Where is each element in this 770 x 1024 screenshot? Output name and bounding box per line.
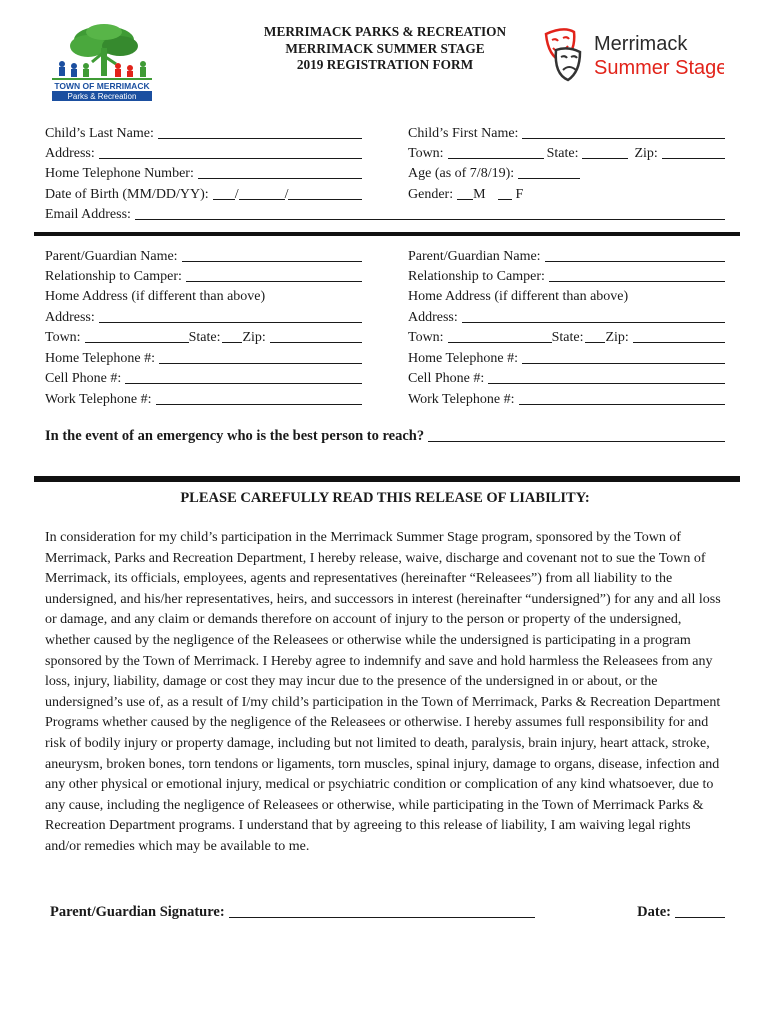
emergency-contact-line[interactable]: [428, 428, 725, 442]
child-age-line[interactable]: [518, 165, 580, 179]
summer-stage-logo: [542, 26, 724, 82]
guardian2-home-address-note: [408, 289, 725, 305]
guardian-cell-phone-line[interactable]: [125, 370, 362, 384]
guardian1-address-field[interactable]: [45, 309, 362, 326]
guardian1-cell-phone-field[interactable]: [45, 370, 362, 387]
guardian2-home-phone-field[interactable]: [408, 350, 725, 367]
home-address-note: Home Address (if different than above): [45, 289, 266, 304]
guardian-work-phone-line[interactable]: [156, 391, 363, 405]
child-email-field[interactable]: [45, 206, 725, 223]
header-line-2: MERRIMACK SUMMER STAGE: [285, 40, 485, 56]
guardian-zip-line[interactable]: [633, 329, 725, 343]
signature-line[interactable]: [229, 904, 535, 918]
guardian2-relationship-field[interactable]: [408, 268, 725, 285]
signature-row[interactable]: [50, 904, 725, 921]
guardian-home-phone-label: Home Telephone #:: [45, 351, 155, 366]
guardian1-home-address-note: [45, 289, 362, 305]
child-zip-line[interactable]: [662, 145, 725, 159]
guardian-zip-label: Zip:: [242, 330, 266, 345]
child-home-phone-field[interactable]: [45, 165, 362, 182]
child-state-label: State:: [546, 146, 579, 161]
child-address-line[interactable]: [99, 145, 362, 159]
child-dob-field[interactable]: [45, 186, 362, 203]
child-gender-field[interactable]: [408, 186, 725, 203]
emergency-contact-field[interactable]: [45, 428, 725, 445]
child-dob-label: Date of Birth (MM/DD/YY):: [45, 187, 209, 202]
child-first-name-label: Child’s First Name:: [408, 126, 519, 141]
guardian-state-label: State:: [551, 330, 584, 345]
logo-merrimack-text: Merrimack: [594, 33, 688, 55]
child-email-line[interactable]: [135, 206, 725, 220]
guardian-work-phone-label: Work Telephone #:: [45, 392, 152, 407]
guardian-address-line[interactable]: [462, 309, 725, 323]
guardian-name-label: Parent/Guardian Name:: [45, 249, 178, 264]
child-address-field[interactable]: [45, 145, 362, 162]
guardian-state-line[interactable]: [585, 329, 605, 343]
guardian-town-line[interactable]: [448, 329, 552, 343]
dob-separator: /: [234, 187, 239, 202]
gender-m-line[interactable]: [457, 186, 473, 200]
guardian-relationship-line[interactable]: [186, 268, 362, 282]
guardian-address-label: Address:: [45, 310, 95, 325]
child-home-phone-label: Home Telephone Number:: [45, 166, 194, 181]
guardian-town-label: Town:: [45, 330, 81, 345]
header-line-3: 2019 REGISTRATION FORM: [296, 57, 474, 72]
guardian1-town-state-zip[interactable]: [45, 329, 362, 346]
gender-m-label: M: [473, 187, 486, 202]
release-title: PLEASE CAREFULLY READ THIS RELEASE OF LIABILITY:: [180, 490, 590, 506]
guardian-name-line[interactable]: [545, 248, 725, 262]
guardian2-address-field[interactable]: [408, 309, 725, 326]
guardian-state-line[interactable]: [222, 329, 242, 343]
signature-label: Parent/Guardian Signature:: [50, 904, 225, 920]
child-first-name-field[interactable]: [408, 125, 725, 142]
logo-parks-text: Parks & Recreation: [67, 92, 137, 101]
guardian-state-label: State:: [188, 330, 221, 345]
emergency-contact-label: In the event of an emergency who is the best person to reach?: [45, 428, 425, 444]
guardian-relationship-line[interactable]: [549, 268, 725, 282]
guardian-relationship-label: Relationship to Camper:: [408, 269, 545, 284]
section-divider: [34, 476, 740, 482]
guardian1-home-phone-field[interactable]: [45, 350, 362, 367]
child-age-field[interactable]: [408, 165, 725, 182]
dob-separator: /: [284, 187, 289, 202]
gender-f-label: F: [515, 187, 524, 202]
guardian-zip-label: Zip:: [605, 330, 629, 345]
child-last-name-field[interactable]: [45, 125, 362, 142]
guardian-zip-line[interactable]: [270, 329, 362, 343]
child-town-state-zip[interactable]: [408, 145, 725, 162]
guardian-town-line[interactable]: [85, 329, 189, 343]
guardian-name-label: Parent/Guardian Name:: [408, 249, 541, 264]
guardian-cell-phone-line[interactable]: [488, 370, 725, 384]
child-dob-year-line[interactable]: [288, 186, 362, 200]
home-address-note: Home Address (if different than above): [408, 289, 629, 304]
child-address-label: Address:: [45, 146, 95, 161]
guardian2-town-state-zip[interactable]: [408, 329, 725, 346]
guardian-town-label: Town:: [408, 330, 444, 345]
logo-summer-stage-text: Summer Stage: [594, 57, 724, 79]
header-line-1: MERRIMACK PARKS & RECREATION: [263, 24, 507, 39]
logo-town-text: TOWN OF MERRIMACK: [54, 81, 150, 91]
child-town-label: Town:: [408, 146, 444, 161]
guardian-home-phone-line[interactable]: [522, 350, 725, 364]
guardian-name-line[interactable]: [182, 248, 362, 262]
guardian-home-phone-label: Home Telephone #:: [408, 351, 518, 366]
child-last-name-line[interactable]: [158, 125, 362, 139]
child-dob-month-line[interactable]: [213, 186, 235, 200]
release-body: In consideration for my child’s participation in the Merrimack Summer Stage program, sponsored by the Town of Merrimack, Parks and Recreation Department, I hereby release, waive, discharge and covenant not to sue the Town of Merrimack, its officials, employees, agents and representatives (hereinafter “Releasees”) from all liability to the undersigned, and his/her representatives, heirs, and successors in interest (hereinafter “undersigned”) for any and all loss or damage, and any claim or demands therefore on account of injury to the person or property of the undersigned, whether caused by the negligence of the Releasees or otherwise while the undersigned is participating in a program sponsored by the Town of Merrimack. I Hereby agree to indemnify and save and hold harmless the Releasees from any loss, injury, liability, damage or cost they may incur due to the presence of the undersigned in or about, or the undersigned’s use of, as a result of I/my child’s participation in the Town of Merrimack, Parks & Recreation Department Programs whether caused by the negligence of the Releasees or otherwise. I hereby assumes full responsibility for and risk of bodily injury or property damage, including but not limited to death, paralysis, brain injury, heart attack, stroke, aneurysm, broken bones, torn tendons or ligaments, torn muscles, spinal injury, damage to organs, disease, infection and any other physical or emotional injury, medical or psychiatric condition or complication of any kind whatsoever, due to any cause, including the negligence of Releasees or otherwise, while participating in the Town of Merrimack Parks & Recreation Department programs. I understand that by agreeing to this release of liability, I am waiving legal rights and/or remedies which may be available to me.: [45, 530, 721, 854]
guardian2-work-phone-field[interactable]: [408, 391, 725, 408]
section-divider: [34, 232, 740, 236]
guardian1-work-phone-field[interactable]: [45, 391, 362, 408]
child-home-phone-line[interactable]: [198, 165, 362, 179]
child-last-name-label: Child’s Last Name:: [45, 126, 154, 141]
child-town-line[interactable]: [448, 145, 544, 159]
guardian-cell-phone-label: Cell Phone #:: [45, 371, 122, 386]
child-first-name-line[interactable]: [522, 125, 725, 139]
child-gender-label: Gender:: [408, 187, 454, 202]
guardian-home-phone-line[interactable]: [159, 350, 362, 364]
child-zip-label: Zip:: [634, 146, 658, 161]
guardian-work-phone-line[interactable]: [519, 391, 726, 405]
child-dob-day-line[interactable]: [239, 186, 285, 200]
date-line[interactable]: [675, 904, 725, 918]
guardian-address-label: Address:: [408, 310, 458, 325]
guardian-address-line[interactable]: [99, 309, 362, 323]
town-parks-logo: [48, 22, 156, 102]
guardian1-name-field[interactable]: [45, 248, 362, 265]
gender-f-line[interactable]: [498, 186, 512, 200]
child-state-line[interactable]: [582, 145, 628, 159]
guardian1-relationship-field[interactable]: [45, 268, 362, 285]
guardian2-cell-phone-field[interactable]: [408, 370, 725, 387]
child-email-label: Email Address:: [45, 207, 131, 222]
guardian-relationship-label: Relationship to Camper:: [45, 269, 182, 284]
child-age-label: Age (as of 7/8/19):: [408, 166, 515, 181]
guardian-cell-phone-label: Cell Phone #:: [408, 371, 485, 386]
guardian-work-phone-label: Work Telephone #:: [408, 392, 515, 407]
form-header: [235, 24, 535, 74]
guardian2-name-field[interactable]: [408, 248, 725, 265]
date-label: Date:: [637, 904, 671, 920]
